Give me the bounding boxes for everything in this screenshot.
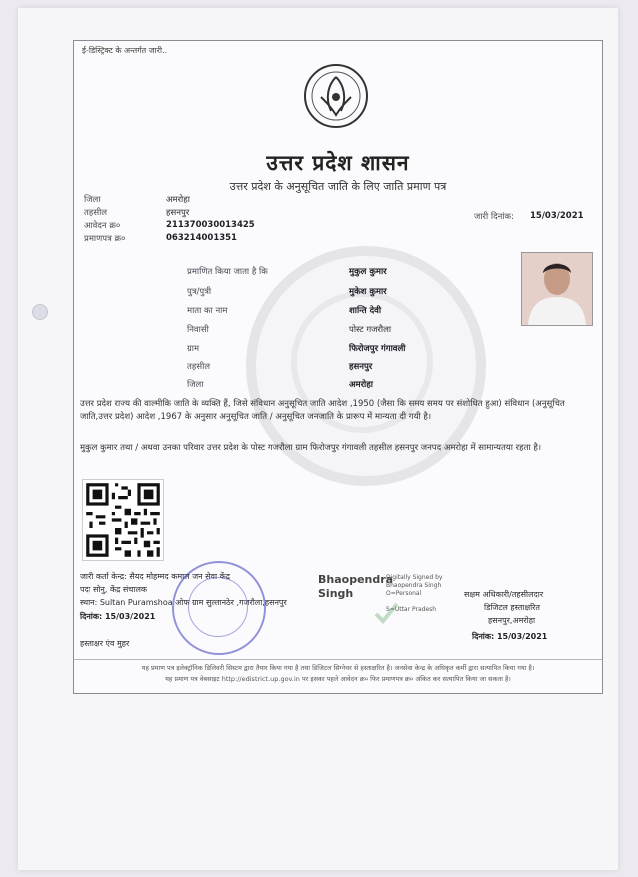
- issue-date-value: 15/03/2021: [530, 211, 584, 221]
- resident-label: निवासी: [187, 325, 209, 335]
- application-number: 211370030013425: [166, 220, 255, 230]
- certify-label: प्रमाणित किया जाता है कि: [187, 267, 268, 277]
- relation-label: पुत्र/पुत्री: [187, 287, 212, 297]
- top-note: ई-डिस्ट्रिक्ट के अन्तर्गत जारी..: [82, 46, 168, 55]
- village-label: ग्राम: [187, 344, 200, 354]
- officer-location: हसनपुर,अमरोहा: [488, 616, 536, 625]
- officer-digital: डिजिटल हस्ताक्षरित: [484, 603, 540, 612]
- certificate-subtitle: उत्तर प्रदेश के अनुसूचित जाति के लिए जाति प्रमाण पत्र: [229, 180, 447, 193]
- certificate-number: 063214001351: [166, 233, 237, 243]
- applicant-photo: [521, 252, 593, 326]
- issuer-place: स्थान: Sultan Puramshoa ओफ ग्राम सुल्तानठेर ,गजरौला,हसनपुर: [80, 598, 287, 607]
- official-stamp: [172, 561, 266, 655]
- scanned-page: [18, 8, 618, 870]
- digital-signer: Bhaopendra Singh: [386, 582, 442, 589]
- issue-date-label: जारी दिनांक:: [474, 212, 514, 222]
- district-value: अमरोहा: [166, 195, 190, 205]
- qr-code-icon: [82, 479, 164, 561]
- footer-divider: [74, 659, 602, 660]
- issuer-date: दिनांक: 15/03/2021: [80, 612, 156, 621]
- district2-value: अमरोहा: [349, 380, 373, 390]
- tehsil2-value: हसनपुर: [349, 362, 373, 372]
- issuer-post: पदः सोनु, केंद्र संचालक: [80, 585, 148, 594]
- page-title: उत्तर प्रदेश शासन: [266, 151, 410, 175]
- issuer-center: जारी कर्ता केन्द्र: सैयद मोहम्मद कमाल जन सेवा केंद्र: [80, 572, 230, 581]
- father-name: मुकेश कुमार: [349, 287, 387, 297]
- caste-paragraph: उत्तर प्रदेश राज्य की वाल्मीकि जाति के व्यक्ति हैं, जिसे संविधान अनुसूचित जाति आदेश ,1950 (जैसा कि समय समय पर संशोधित हुआ) संविधान (अनुसूचित जाति,उत्तर प्रदेश) आदेश ,1967 के अनुसार अनुसूचित जाति / अनुसूचित जनजाति के प्रारूप में मान्यता दी गयी है।: [80, 399, 565, 422]
- officer-designation: सक्षम अधिकारी/तहसीलदार: [464, 590, 544, 599]
- tehsil-value: हसनपुर: [166, 208, 190, 218]
- punch-hole: [32, 304, 48, 320]
- digital-role: O=Personal: [386, 590, 422, 597]
- tehsil-label: तहसील: [84, 208, 108, 218]
- issuer-signature-label: हस्ताक्षर एंव मुहर: [80, 639, 130, 648]
- digital-place: S=Uttar Pradesh: [386, 606, 437, 613]
- digital-signature-name: Bhaopendra Singh: [318, 573, 394, 600]
- caste-certificate: [73, 40, 603, 694]
- officer-date: दिनांक: 15/03/2021: [472, 632, 548, 641]
- residence-paragraph: मुकुल कुमार तथा / अथवा उनका परिवार उत्तर प्रदेश के पोस्ट गजरौला ग्राम फिरोजपुर गंगावली तहसील हसनपुर जनपद अमरोहा में सामान्यतया रहता है।: [80, 443, 542, 453]
- district2-label: जिला: [187, 380, 204, 390]
- applicant-name: मुकुल कुमार: [349, 267, 387, 277]
- up-emblem-icon: [303, 63, 369, 129]
- footer-line-2: यह प्रमाण पत्र वेबसाइट http://edistrict.up.gov.in पर इसका पहले आवेदन क्र० फिर प्रमाणपत्र क्र० अंकित कर सत्यापित किया जा सकता है।: [165, 675, 511, 683]
- mother-label: माता का नाम: [187, 306, 228, 316]
- application-label: आवेदन क्र०: [84, 221, 121, 231]
- digital-signed-by: Digitally Signed by: [386, 574, 443, 581]
- mother-name: शान्ति देवी: [349, 306, 382, 316]
- village-value: फिरोजपुर गंगावली: [349, 344, 406, 354]
- district-label: जिला: [84, 195, 101, 205]
- tehsil2-label: तहसील: [187, 362, 211, 372]
- resident-value: पोस्ट गजरौला: [349, 325, 392, 335]
- digital-signature-check-icon: [371, 598, 401, 628]
- footer-line-1: यह प्रमाण पत्र इलेक्ट्रॉनिक डिलिवरी सिस्टम द्वारा तैयार किया गया है तथा डिजिटल सिग्नेचर से हस्ताक्षरित है। जनसेवा केन्द्र के अधिकृत कर्मी द्वारा सत्यापित किया गया है।: [141, 664, 535, 672]
- certificate-label: प्रमाणपत्र क्र०: [84, 234, 126, 244]
